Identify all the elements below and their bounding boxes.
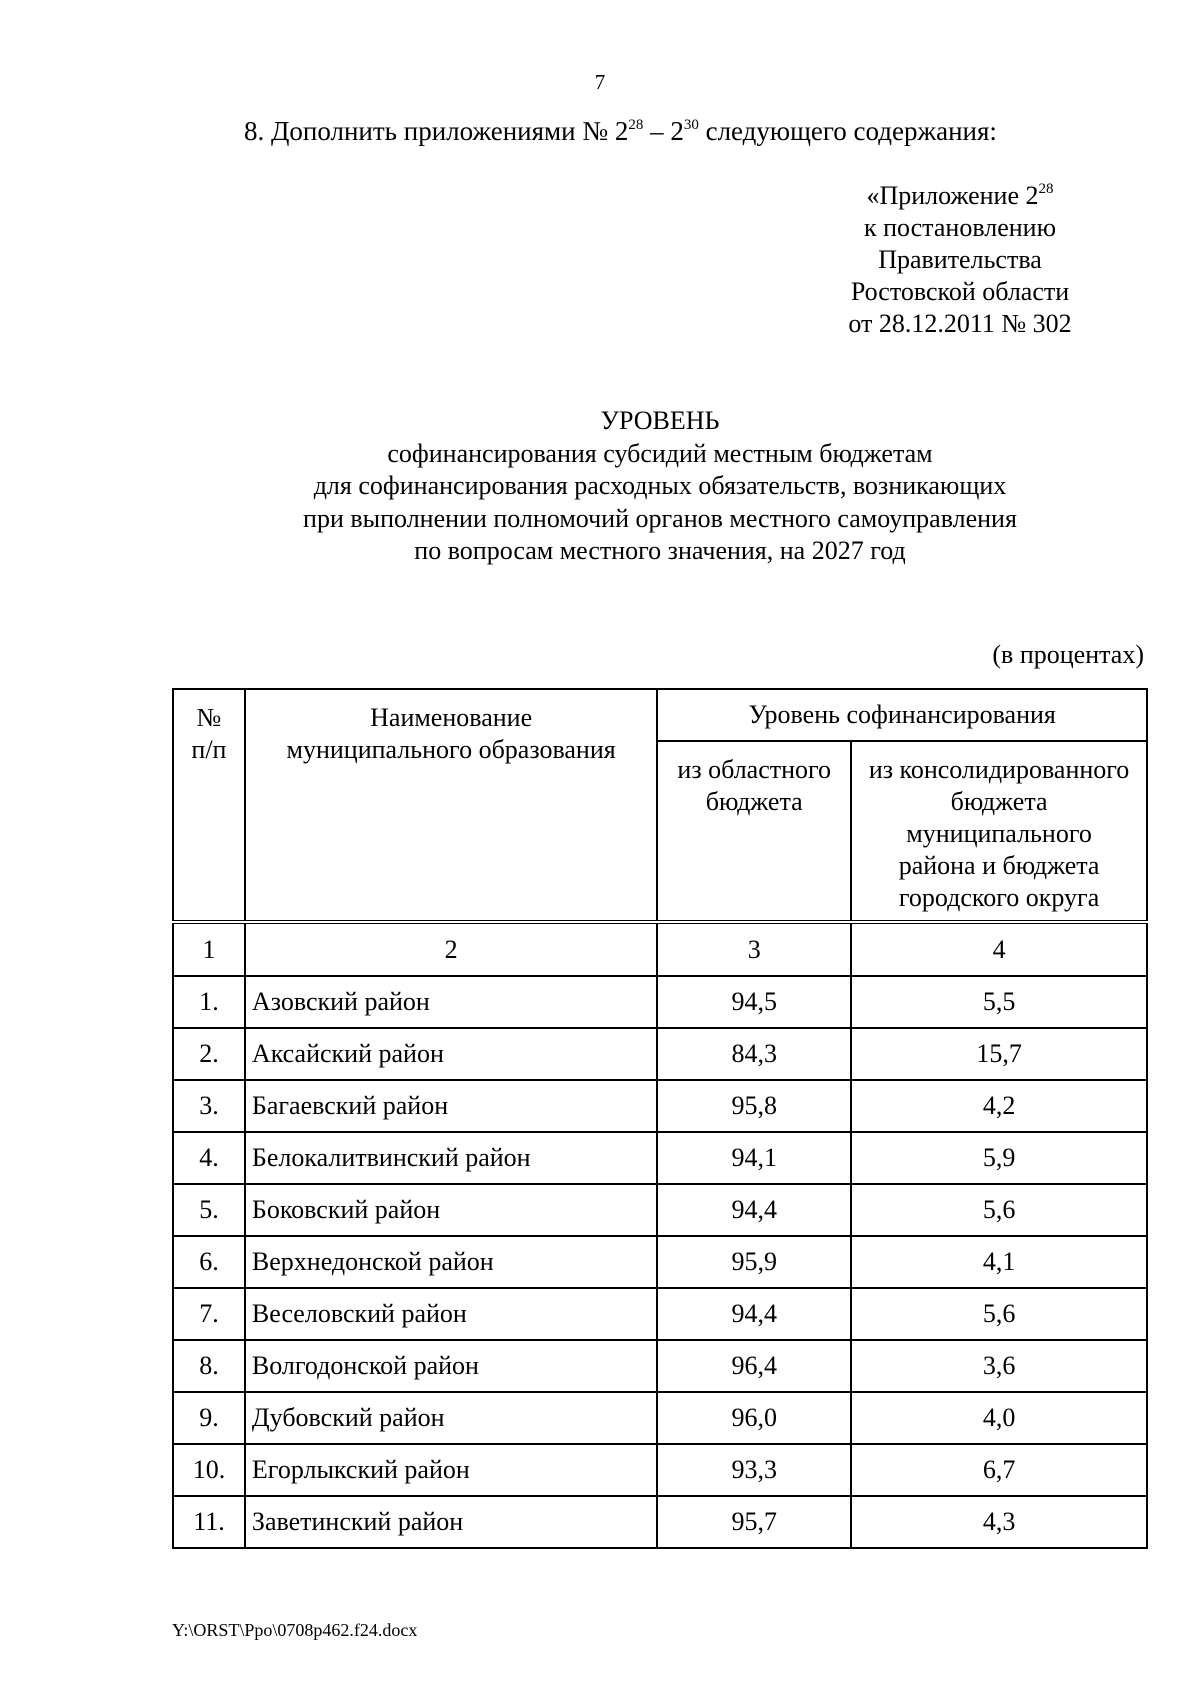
appendix-line-4: Ростовской области — [850, 277, 1070, 306]
row-consolidated: 4,2 — [851, 1080, 1147, 1132]
table-row — [173, 1236, 1147, 1288]
header-regional-line-1: из областного — [677, 755, 832, 784]
column-number: 3 — [657, 922, 851, 976]
title-line-2: для софинансирования расходных обязательств, возникающих — [313, 471, 1007, 500]
intro-dash: – 2 — [643, 116, 684, 146]
row-name: Заветинский район — [245, 1496, 657, 1548]
row-number: 4. — [173, 1132, 245, 1184]
header-level: Уровень софинансирования — [657, 689, 1147, 741]
column-number: 4 — [851, 922, 1147, 976]
row-number: 7. — [173, 1288, 245, 1340]
header-num — [173, 689, 245, 922]
row-name: Дубовский район — [245, 1392, 657, 1444]
title-main: УРОВЕНЬ — [600, 406, 720, 435]
row-consolidated: 4,1 — [851, 1236, 1147, 1288]
row-regional: 96,0 — [657, 1392, 851, 1444]
row-number: 8. — [173, 1340, 245, 1392]
row-number: 1. — [173, 976, 245, 1028]
column-number: 2 — [245, 922, 657, 976]
row-consolidated: 5,9 — [851, 1132, 1147, 1184]
row-name: Багаевский район — [245, 1080, 657, 1132]
header-cons-line-2: бюджета — [950, 787, 1048, 816]
page-number: 7 — [594, 70, 606, 94]
row-number: 2. — [173, 1028, 245, 1080]
row-consolidated: 5,6 — [851, 1288, 1147, 1340]
header-row-1 — [173, 689, 1147, 741]
appendix-title: «Приложение 2 — [866, 181, 1039, 210]
row-consolidated: 5,5 — [851, 976, 1147, 1028]
document-title — [0, 405, 1200, 568]
header-cons-line-1: из консолидированного — [868, 755, 1130, 784]
table-row — [173, 976, 1147, 1028]
row-number: 6. — [173, 1236, 245, 1288]
appendix-line-2: к постановлению — [863, 213, 1057, 242]
row-regional: 94,5 — [657, 976, 851, 1028]
table-row — [173, 1028, 1147, 1080]
header-cons-line-4: района и бюджета — [898, 851, 1100, 880]
file-path-footer: Y:\ORST\Ppo\0708p462.f24.docx — [172, 1620, 418, 1640]
row-name: Верхнедонской район — [245, 1236, 657, 1288]
title-line-4: по вопросам местного значения, на 2027 год — [414, 536, 906, 565]
row-consolidated: 15,7 — [851, 1028, 1147, 1080]
table-row — [173, 1444, 1147, 1496]
table-row — [173, 1340, 1147, 1392]
title-line-3: при выполнении полномочий органов местного самоуправления — [303, 503, 1017, 533]
header-consolidated — [851, 741, 1147, 922]
appendix-block — [820, 180, 1100, 340]
row-regional: 94,1 — [657, 1132, 851, 1184]
row-name: Боковский район — [245, 1184, 657, 1236]
header-cons-line-3: муниципального — [906, 819, 1092, 848]
table-row — [173, 1132, 1147, 1184]
row-regional: 95,8 — [657, 1080, 851, 1132]
row-regional: 93,3 — [657, 1444, 851, 1496]
header-name-line-1: Наименование — [370, 703, 533, 732]
header-cons-line-5: городского округа — [898, 883, 1100, 912]
row-name: Белокалитвинский район — [245, 1132, 657, 1184]
appendix-sup: 28 — [1038, 181, 1054, 197]
intro-prefix: 8. Дополнить приложениями № 2 — [244, 116, 629, 146]
intro-suffix: следующего содержания: — [698, 116, 997, 146]
row-consolidated: 3,6 — [851, 1340, 1147, 1392]
header-regional — [657, 741, 851, 922]
units-note: (в процентах) — [992, 640, 1144, 669]
row-consolidated: 4,3 — [851, 1496, 1147, 1548]
appendix-line-1 — [820, 180, 1100, 212]
header-name-line-2: муниципального образования — [286, 735, 616, 764]
row-name: Егорлыкский район — [245, 1444, 657, 1496]
row-number: 11. — [173, 1496, 245, 1548]
table-row — [173, 1288, 1147, 1340]
header-num-line-2: п/п — [191, 735, 227, 764]
row-regional: 95,9 — [657, 1236, 851, 1288]
column-number-row — [173, 922, 1147, 976]
table-row — [173, 1392, 1147, 1444]
row-consolidated: 5,6 — [851, 1184, 1147, 1236]
intro-paragraph — [244, 116, 997, 147]
title-line-1: софинансирования субсидий местным бюджетам — [387, 438, 933, 468]
row-name: Аксайский район — [245, 1028, 657, 1080]
appendix-line-5: от 28.12.2011 № 302 — [848, 309, 1072, 338]
table-row — [173, 1496, 1147, 1548]
header-name — [245, 689, 657, 922]
row-regional: 95,7 — [657, 1496, 851, 1548]
appendix-line-3: Правительства — [878, 245, 1042, 274]
row-consolidated: 4,0 — [851, 1392, 1147, 1444]
table-row — [173, 1184, 1147, 1236]
row-name: Азовский район — [245, 976, 657, 1028]
row-consolidated: 6,7 — [851, 1444, 1147, 1496]
header-regional-line-2: бюджета — [705, 787, 803, 816]
row-name: Веселовский район — [245, 1288, 657, 1340]
row-regional: 94,4 — [657, 1288, 851, 1340]
cofinancing-table — [172, 688, 1148, 1549]
row-regional: 94,4 — [657, 1184, 851, 1236]
row-regional: 96,4 — [657, 1340, 851, 1392]
column-number: 1 — [173, 922, 245, 976]
row-number: 3. — [173, 1080, 245, 1132]
intro-sup-end: 30 — [683, 117, 699, 133]
row-number: 9. — [173, 1392, 245, 1444]
row-number: 10. — [173, 1444, 245, 1496]
row-number: 5. — [173, 1184, 245, 1236]
row-name: Волгодонской район — [245, 1340, 657, 1392]
row-regional: 84,3 — [657, 1028, 851, 1080]
intro-sup-start: 28 — [628, 117, 644, 133]
table-row — [173, 1080, 1147, 1132]
header-num-line-1: № — [196, 703, 222, 732]
